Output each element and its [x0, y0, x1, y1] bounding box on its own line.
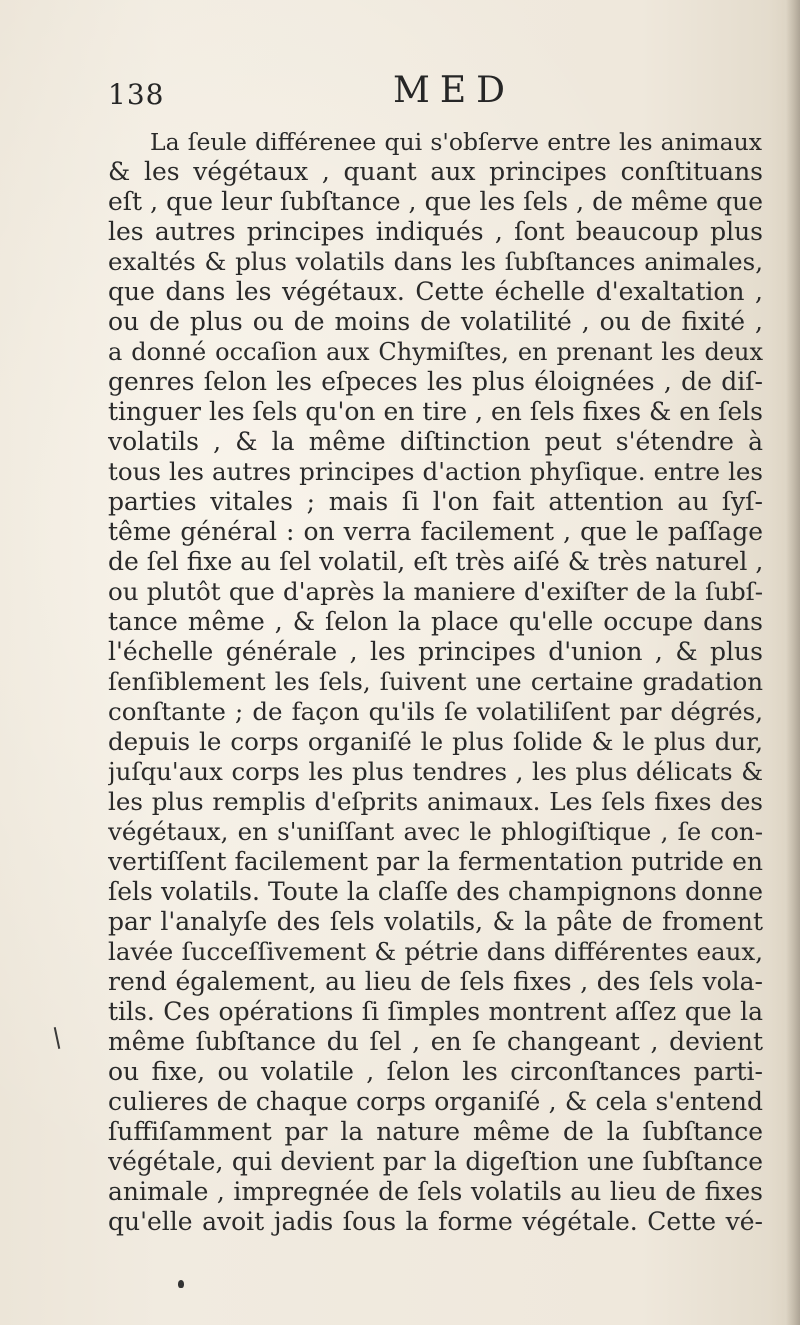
text-line: que dans les végétaux. Cette échelle d'exaltation ,: [108, 277, 763, 306]
ink-mark: [178, 1280, 184, 1288]
running-head: MED: [393, 70, 516, 111]
text-line: conſtante ; de façon qu'ils ſe volatiliſent par dégrés,: [108, 697, 763, 726]
text-line: animale , impregnée de ſels volatils au lieu de fixes: [108, 1177, 763, 1206]
text-line: eſt , que leur ſubſtance , que les ſels , de même que: [108, 187, 763, 216]
margin-mark: [54, 1027, 61, 1049]
text-line: tême général : on verra facilement , que le paſſage: [108, 517, 763, 546]
text-line: végétaux, en s'uniſſant avec le phlogiſtique , ſe con-: [108, 817, 763, 846]
text-line: ſels volatils. Toute la claſſe des champignons donne: [108, 877, 763, 906]
text-line: tous les autres principes d'action phyſique. entre les: [108, 457, 763, 486]
text-line: ou fixe, ou volatile , ſelon les circonſtances parti-: [108, 1057, 763, 1086]
text-line: culieres de chaque corps organiſé , & cela s'entend: [108, 1087, 763, 1116]
text-line: par l'analyſe des ſels volatils, & la pâte de froment: [108, 907, 763, 936]
text-line: tance même , & ſelon la place qu'elle occupe dans: [108, 607, 763, 636]
text-line: l'échelle générale , les principes d'union , & plus: [108, 637, 763, 666]
text-line: rend également, au lieu de ſels fixes , des ſels vola-: [108, 967, 763, 996]
text-line: de ſel fixe au ſel volatil, eſt très aiſé & très naturel ,: [108, 547, 763, 576]
page-header: [108, 70, 748, 120]
text-line: genres ſelon les eſpeces les plus éloignées , de diſ-: [108, 367, 763, 396]
text-line: a donné occaſion aux Chymiſtes, en prenant les deux: [108, 338, 763, 366]
text-line: tils. Ces opérations ſi ſimples montrent aſſez que la: [108, 997, 763, 1026]
page-edge-shadow: [786, 0, 800, 1325]
text-line: ou de plus ou de moins de volatilité , ou de fixité ,: [108, 307, 763, 336]
text-line: tinguer les ſels qu'on en tire , en ſels fixes & en ſels: [108, 397, 763, 426]
text-line: ſuffiſamment par la nature même de la ſubſtance: [108, 1117, 763, 1146]
text-line: qu'elle avoit jadis ſous la forme végétale. Cette vé-: [108, 1207, 763, 1236]
text-line: les plus remplis d'eſprits animaux. Les ſels fixes des: [108, 787, 763, 816]
page-number: 138: [108, 78, 165, 111]
text-line: les autres principes indiqués , ſont beaucoup plus: [108, 217, 763, 246]
text-line: même ſubſtance du ſel , en ſe changeant , devient: [108, 1027, 763, 1056]
text-line: ſenſiblement les ſels, ſuivent une certaine gradation: [108, 667, 763, 696]
text-line: vertiſſent facilement par la fermentation putride en: [108, 847, 763, 876]
text-line: parties vitales ; mais ſi l'on fait attention au ſyſ-: [108, 487, 763, 516]
text-line: juſqu'aux corps les plus tendres , les plus délicats &: [108, 757, 763, 786]
text-line: exaltés & plus volatils dans les ſubſtances animales,: [108, 247, 763, 276]
text-line: volatils , & la même diſtinction peut s'étendre à: [108, 427, 763, 456]
text-line: lavée ſucceſſivement & pétrie dans différentes eaux,: [108, 937, 763, 966]
text-line: ou plutôt que d'après la maniere d'exiſter de la ſubſ-: [108, 577, 763, 606]
text-line: depuis le corps organiſé le plus ſolide & le plus dur,: [108, 727, 763, 756]
text-line: & les végétaux , quant aux principes conſtituans: [108, 157, 763, 186]
text-line: La ſeule différenee qui s'obſerve entre les animaux: [150, 128, 762, 156]
text-line: végétale, qui devient par la digeſtion une ſubſtance: [108, 1147, 763, 1176]
